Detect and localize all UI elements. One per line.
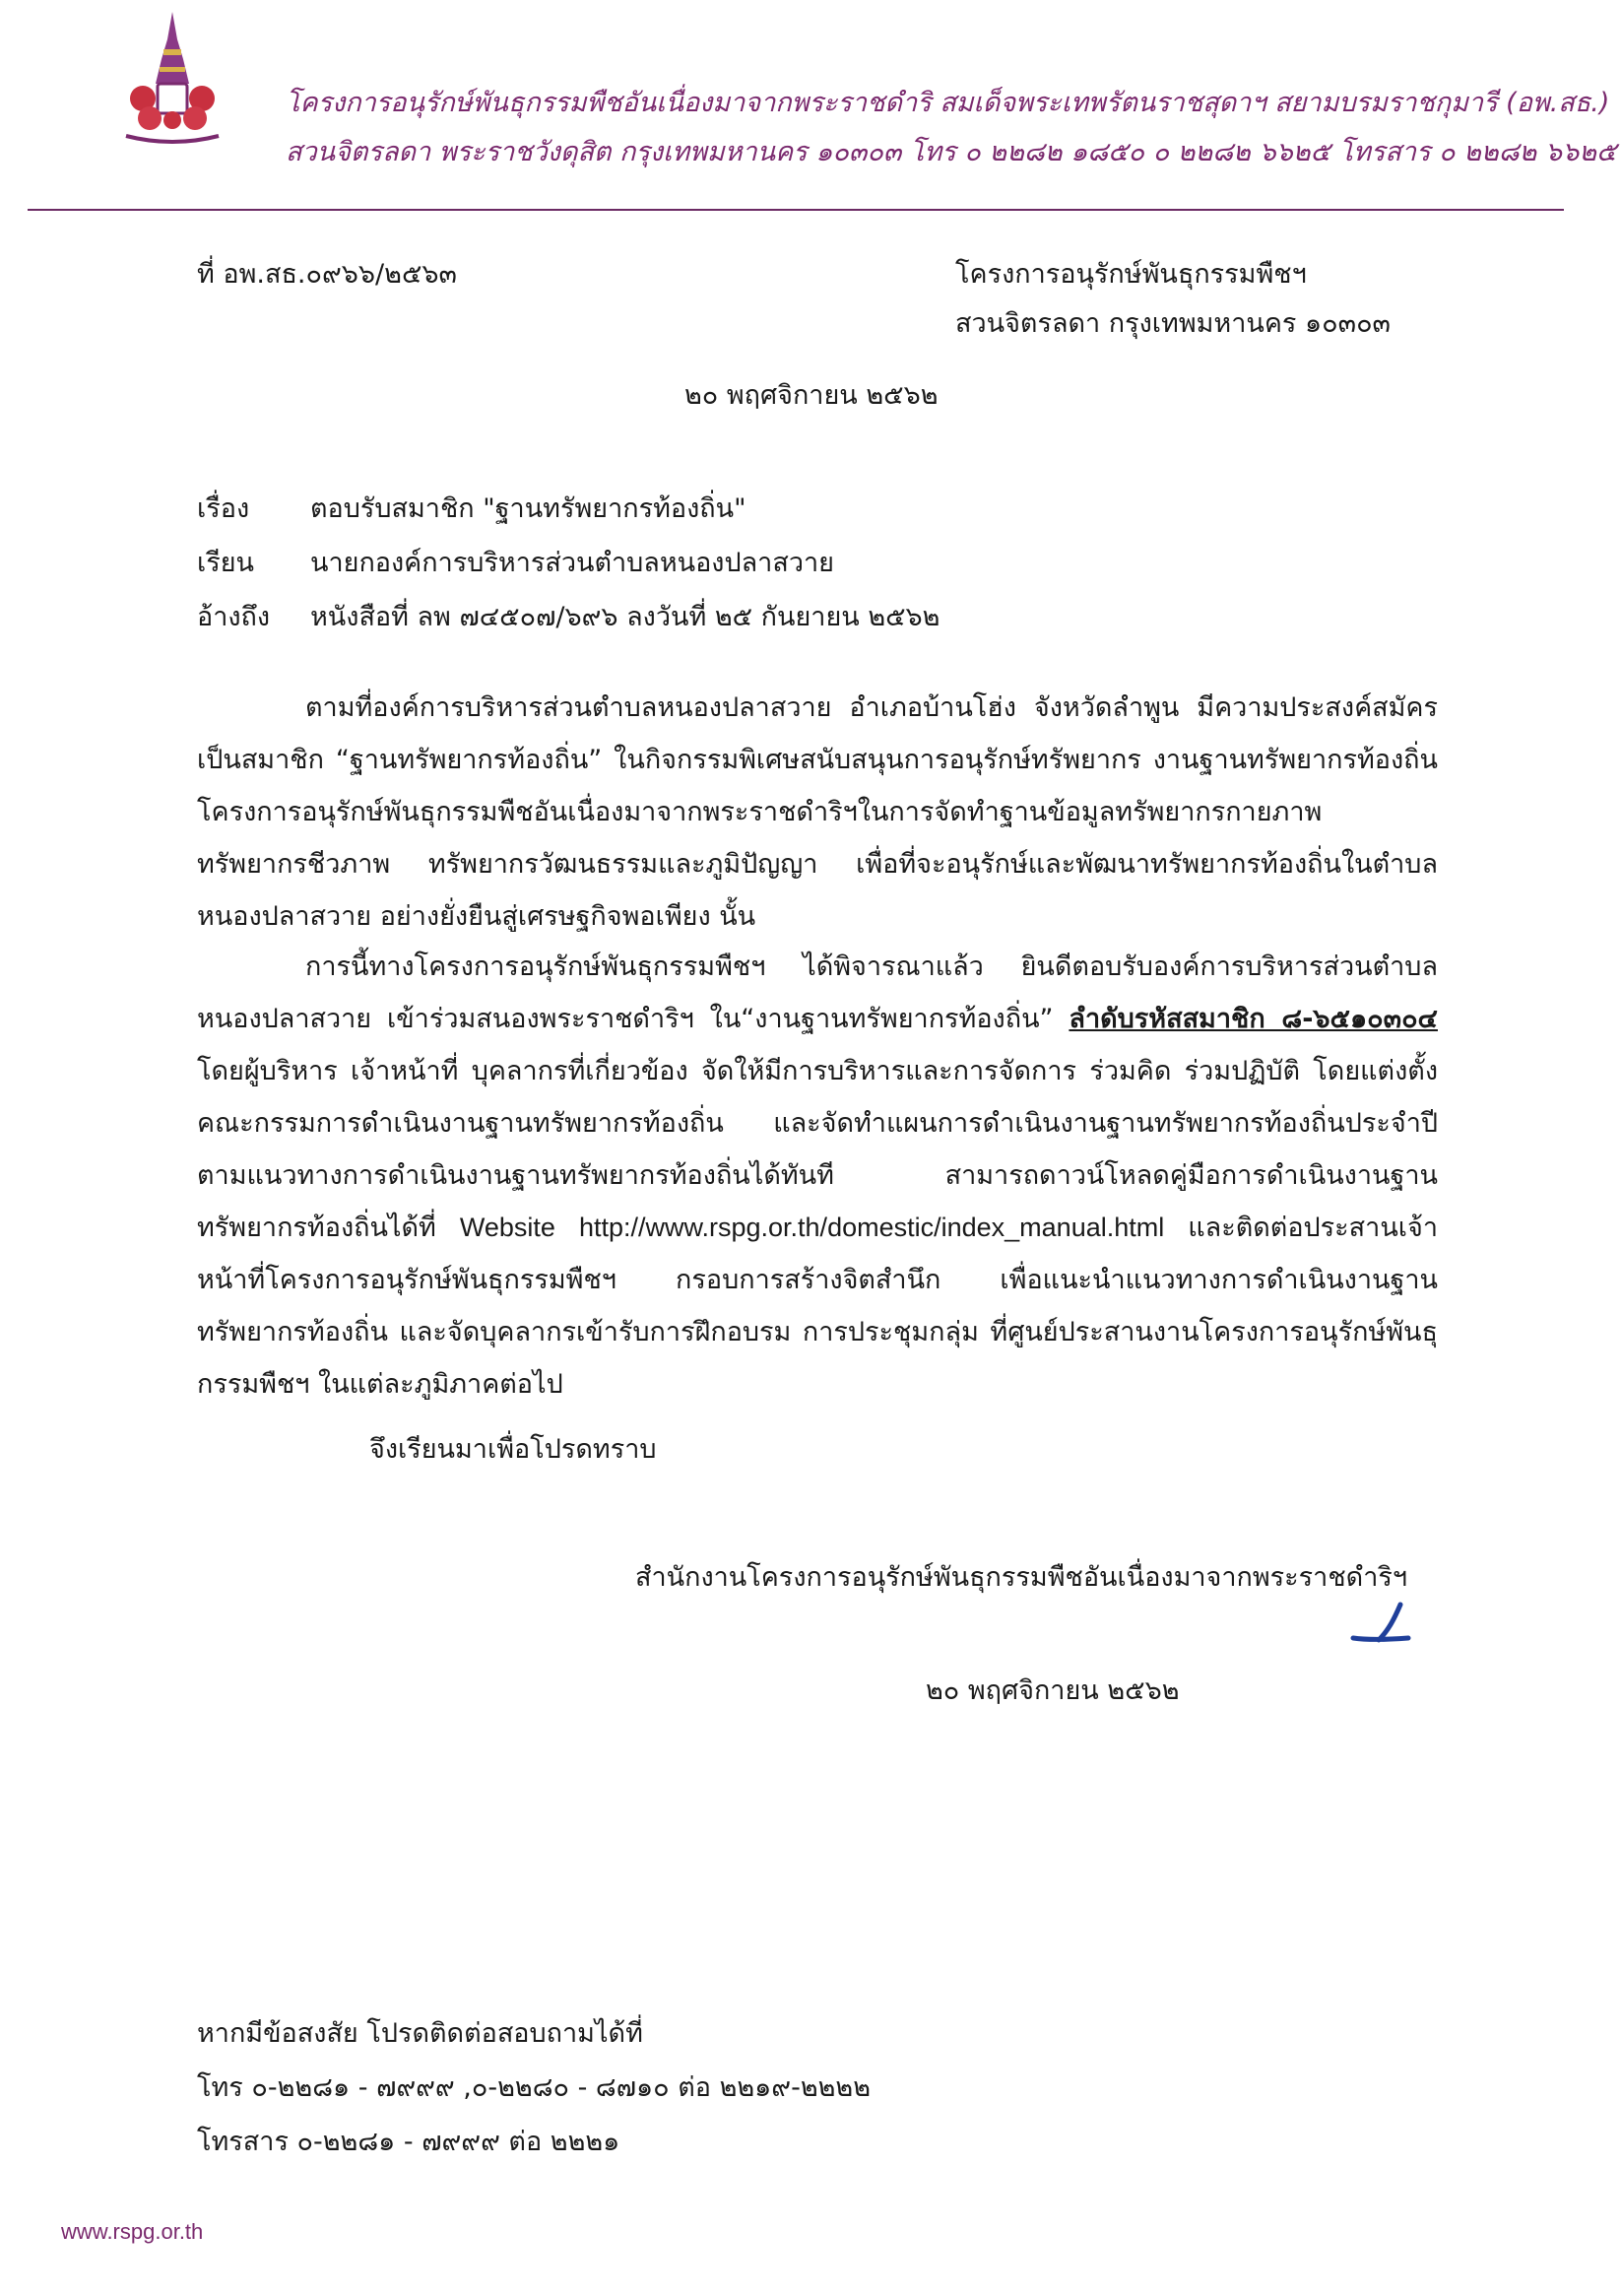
closing-line: จึงเรียนมาเพื่อโปรดทราบ: [369, 1434, 657, 1465]
body-paragraph-2-text-b: โดยผู้บริหาร เจ้าหน้าที่ บุคลากรที่เกี่ยวข้อง จัดให้มีการบริหารและการจัดการ ร่วมคิด ร่วมปฏิบัติ โดยแต่งตั้งคณะกรรมการดำเนินงานฐานทรัพยากรท้องถิ่น และจัดทำแผนการดำเนินงานฐานทรัพยากรท้องถิ่นประจำปี ตามแนวทางการดำเนินงานฐานทรัพยากรท้องถิ่นได้ทันที สามารถดาวน์โหลดคู่มือการดำเนินงานฐานทรัพยากรท้องถิ่นได้ที่: [197, 1056, 1438, 1243]
body-paragraph-2-text-c: และติดต่อประสานเจ้าหน้าที่โครงการอนุรักษ์พันธุกรรมพืชฯ กรอบการสร้างจิตสำนึก เพื่อแนะนำแนวทางการดำเนินงานฐานทรัพยากรท้องถิ่น และจัดบุคลากรเข้ารับการฝึกอบรม การประชุมกลุ่ม ที่ศูนย์ประสานงานโครงการอนุรักษ์พันธุกรรมพืชฯ ในแต่ละภูมิภาคต่อไป: [197, 1213, 1438, 1400]
letterhead-line-1: โครงการอนุรักษ์พันธุกรรมพืชอันเนื่องมาจากพระราชดำริ สมเด็จพระเทพรัตนราชสุดาฯ สยามบรมราชกุมารี (อพ.สธ.): [286, 88, 1610, 118]
reference-number: ที่ อพ.สธ.๐๙๖๖/๒๕๖๓: [197, 259, 457, 290]
manual-link[interactable]: http://www.rspg.or.th/domestic/index_manual.html: [578, 1213, 1165, 1242]
recipient-value: นายกองค์การบริหารส่วนตำบลหนองปลาสวาย: [310, 548, 834, 578]
letter-date: ๒๐ พฤศจิกายน ๒๕๖๒: [684, 380, 939, 411]
contact-fax: โทรสาร ๐-๒๒๘๑ - ๗๙๙๙ ต่อ ๒๒๒๑: [197, 2127, 620, 2157]
contact-heading: หากมีข้อสงสัย โปรดติดต่อสอบถามได้ที่: [197, 2018, 643, 2049]
body-paragraph-1-text: ตามที่องค์การบริหารส่วนตำบลหนองปลาสวาย อำเภอบ้านโฮ่ง จังหวัดลำพูน มีความประสงค์สมัครเป็นสมาชิก “ฐานทรัพยากรท้องถิ่น” ในกิจกรรมพิเศษสนับสนุนการอนุรักษ์ทรัพยากร งานฐานทรัพยากรท้องถิ่น โครงการอนุรักษ์พันธุกรรมพืชอันเนื่องมาจากพระราชดำริฯในการจัดทำฐานข้อมูลทรัพยากรกายภาพ ทรัพยากรชีวภาพ ทรัพยากรวัฒนธรรมและภูมิปัญญา เพื่อที่จะอนุรักษ์และพัฒนาทรัพยากรท้องถิ่นในตำบลหนองปลาสวาย อย่างยั่งยืนสู่เศรษฐกิจพอเพียง นั้น: [197, 692, 1438, 932]
letterhead-divider: [28, 209, 1564, 211]
rspg-logo: [118, 10, 227, 148]
signoff-date: ๒๐ พฤศจิกายน ๒๕๖๒: [926, 1675, 1180, 1706]
sender-org-line-2: สวนจิตรลดา กรุงเทพมหานคร ๑๐๓๐๓: [955, 308, 1392, 339]
signature-mark: [1349, 1601, 1418, 1650]
signoff-organization: สำนักงานโครงการอนุรักษ์พันธุกรรมพืชอันเนื่องมาจากพระราชดำริฯ: [635, 1562, 1408, 1593]
contact-phone: โทร ๐-๒๒๘๑ - ๗๙๙๙ ,๐-๒๒๘๐ - ๘๗๑๐ ต่อ ๒๒๑๙-๒๒๒๒: [197, 2072, 872, 2103]
subject-label: เรื่อง: [197, 493, 250, 524]
letterhead-line-2: สวนจิตรลดา พระราชวังดุสิต กรุงเทพมหานคร ๑๐๓๐๓ โทร ๐ ๒๒๘๒ ๑๘๕๐ ๐ ๒๒๘๒ ๖๖๒๕ โทรสาร ๐ ๒๒๘๒ ๖๖๒๕: [286, 137, 1617, 167]
recipient-label: เรียน: [197, 548, 255, 578]
reference-value: หนังสือที่ ลพ ๗๔๕๐๗/๖๙๖ ลงวันที่ ๒๕ กันยายน ๒๕๖๒: [310, 602, 940, 632]
footer-website[interactable]: www.rspg.or.th: [61, 2219, 204, 2244]
member-code: ลำดับรหัสสมาชิก ๘-๖๕๑๐๓๐๔: [1069, 1004, 1438, 1034]
reference-label: อ้างถึง: [197, 602, 271, 632]
body-paragraph-2: [197, 941, 1438, 1410]
sender-org-line-1: โครงการอนุรักษ์พันธุกรรมพืชฯ: [955, 259, 1307, 290]
website-label: Website: [459, 1213, 555, 1242]
body-paragraph-1: [197, 682, 1438, 943]
subject-value: ตอบรับสมาชิก "ฐานทรัพยากรท้องถิ่น": [310, 493, 746, 524]
body-paragraph-2-text-a: การนี้ทางโครงการอนุรักษ์พันธุกรรมพืชฯ ได้พิจารณาแล้ว ยินดีตอบรับองค์การบริหารส่วนตำบลหนองปลาสวาย เข้าร่วมสนองพระราชดำริฯ ใน“งานฐานทรัพยากรท้องถิ่น”: [197, 951, 1438, 1034]
